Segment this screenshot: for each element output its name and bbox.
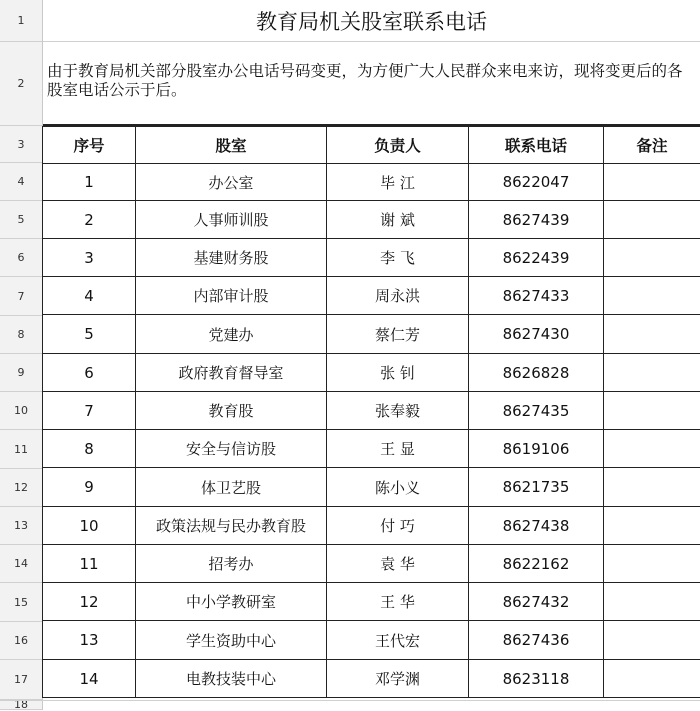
cell-dept[interactable]: 政策法规与民办教育股: [136, 507, 327, 545]
table-row: [43, 507, 700, 545]
row-number[interactable]: 9: [0, 354, 42, 392]
cell-dept[interactable]: 内部审计股: [136, 277, 327, 315]
cell-dept[interactable]: 学生资助中心: [136, 621, 327, 660]
row-number[interactable]: 10: [0, 392, 42, 430]
row-number[interactable]: 13: [0, 507, 42, 545]
header-cell-dept[interactable]: 股室: [136, 127, 327, 164]
cell-phone[interactable]: 8627438: [469, 507, 604, 545]
table-row: [43, 660, 700, 698]
cell-note[interactable]: [604, 660, 700, 698]
cell-dept[interactable]: 体卫艺股: [136, 468, 327, 507]
table-row: [43, 583, 700, 621]
table-header-row: [43, 127, 700, 164]
notice-text[interactable]: 由于教育局机关部分股室办公电话号码变更，为方便广大人民群众来电来访，现将变更后的各股室电话公示于后。: [43, 42, 700, 126]
row-number[interactable]: 15: [0, 583, 42, 622]
cell-note[interactable]: [604, 277, 700, 315]
cell-number[interactable]: 14: [43, 660, 136, 698]
row-number[interactable]: 1: [0, 0, 42, 42]
table-row: [43, 239, 700, 277]
cell-number[interactable]: 5: [43, 315, 136, 354]
cell-number[interactable]: 4: [43, 277, 136, 315]
cell-number[interactable]: 2: [43, 201, 136, 239]
cell-person[interactable]: 张 钊: [327, 354, 469, 392]
cell-phone[interactable]: 8622439: [469, 239, 604, 277]
cell-note[interactable]: [604, 354, 700, 392]
cell-person[interactable]: 邓学渊: [327, 660, 469, 698]
cell-person[interactable]: 王 显: [327, 430, 469, 468]
cell-dept[interactable]: 基建财务股: [136, 239, 327, 277]
table-row: [43, 277, 700, 315]
cell-phone[interactable]: 8627433: [469, 277, 604, 315]
contact-table: [42, 126, 700, 698]
cell-dept[interactable]: 中小学教研室: [136, 583, 327, 621]
row-number[interactable]: 5: [0, 201, 42, 239]
row-number[interactable]: 14: [0, 545, 42, 583]
cell-person[interactable]: 张奉毅: [327, 392, 469, 430]
cell-note[interactable]: [604, 507, 700, 545]
table-row: [43, 621, 700, 660]
cell-note[interactable]: [604, 430, 700, 468]
row-number[interactable]: 17: [0, 660, 42, 700]
row-number[interactable]: 16: [0, 622, 42, 660]
table-row: [43, 315, 700, 354]
table-row: [43, 392, 700, 430]
cell-person[interactable]: 蔡仁芳: [327, 315, 469, 354]
cell-number[interactable]: 13: [43, 621, 136, 660]
cell-number[interactable]: 11: [43, 545, 136, 583]
cell-dept[interactable]: 党建办: [136, 315, 327, 354]
cell-number[interactable]: 3: [43, 239, 136, 277]
cell-dept[interactable]: 人事师训股: [136, 201, 327, 239]
cell-person[interactable]: 王代宏: [327, 621, 469, 660]
table-row: [43, 545, 700, 583]
cell-phone[interactable]: 8627432: [469, 583, 604, 621]
header-cell-phone[interactable]: 联系电话: [469, 127, 604, 164]
cell-number[interactable]: 12: [43, 583, 136, 621]
cell-note[interactable]: [604, 239, 700, 277]
cell-number[interactable]: 6: [43, 354, 136, 392]
table-row: [43, 354, 700, 392]
row-number[interactable]: 11: [0, 430, 42, 469]
cell-person[interactable]: 李 飞: [327, 239, 469, 277]
cell-phone[interactable]: 8627430: [469, 315, 604, 354]
sheet-title[interactable]: 教育局机关股室联系电话: [43, 0, 700, 42]
row-number[interactable]: 8: [0, 316, 42, 354]
cell-phone[interactable]: 8626828: [469, 354, 604, 392]
cell-note[interactable]: [604, 164, 700, 201]
cell-dept[interactable]: 招考办: [136, 545, 327, 583]
row-number[interactable]: 3: [0, 126, 42, 163]
cell-dept[interactable]: 安全与信访股: [136, 430, 327, 468]
cell-dept[interactable]: 教育股: [136, 392, 327, 430]
cell-phone[interactable]: 8627436: [469, 621, 604, 660]
cell-person[interactable]: 谢 斌: [327, 201, 469, 239]
cell-phone[interactable]: 8622047: [469, 164, 604, 201]
row-number[interactable]: 12: [0, 469, 42, 507]
partial-row-18: [0, 700, 700, 711]
cell-note[interactable]: [604, 545, 700, 583]
cell-phone[interactable]: 8619106: [469, 430, 604, 468]
cell-person[interactable]: 付 巧: [327, 507, 469, 545]
cell-person[interactable]: 陈小义: [327, 468, 469, 507]
cell-person[interactable]: 毕 江: [327, 164, 469, 201]
table-row: [43, 164, 700, 201]
row-number[interactable]: 7: [0, 277, 42, 316]
row-number[interactable]: 2: [0, 42, 42, 126]
row-number[interactable]: 4: [0, 163, 42, 201]
row-number[interactable]: 18: [0, 700, 42, 710]
table-row: [43, 430, 700, 468]
header-cell-person[interactable]: 负责人: [327, 127, 469, 164]
cell-person[interactable]: 王 华: [327, 583, 469, 621]
cell-note[interactable]: [604, 201, 700, 239]
header-cell-note[interactable]: 备注: [604, 127, 700, 164]
cell-number[interactable]: 8: [43, 430, 136, 468]
cell-phone[interactable]: 8623118: [469, 660, 604, 698]
cell-dept[interactable]: 办公室: [136, 164, 327, 201]
header-cell-number[interactable]: 序号: [43, 127, 136, 164]
cell-phone[interactable]: 8627439: [469, 201, 604, 239]
cell-number[interactable]: 9: [43, 468, 136, 507]
cell-number[interactable]: 10: [43, 507, 136, 545]
row-number[interactable]: 6: [0, 239, 42, 277]
cell-note[interactable]: [604, 621, 700, 660]
cell-dept[interactable]: 政府教育督导室: [136, 354, 327, 392]
cell-note[interactable]: [604, 583, 700, 621]
cell-person[interactable]: 周永洪: [327, 277, 469, 315]
cell-note[interactable]: [604, 468, 700, 507]
cell-phone[interactable]: 8622162: [469, 545, 604, 583]
table-row: [43, 468, 700, 507]
cell-number[interactable]: 1: [43, 164, 136, 201]
cell-note[interactable]: [604, 315, 700, 354]
cell-note[interactable]: [604, 392, 700, 430]
row-number-column: [0, 0, 43, 710]
cell-dept[interactable]: 电教技装中心: [136, 660, 327, 698]
cell-person[interactable]: 袁 华: [327, 545, 469, 583]
table-row: [43, 201, 700, 239]
cell-number[interactable]: 7: [43, 392, 136, 430]
cell-phone[interactable]: 8621735: [469, 468, 604, 507]
cell-phone[interactable]: 8627435: [469, 392, 604, 430]
